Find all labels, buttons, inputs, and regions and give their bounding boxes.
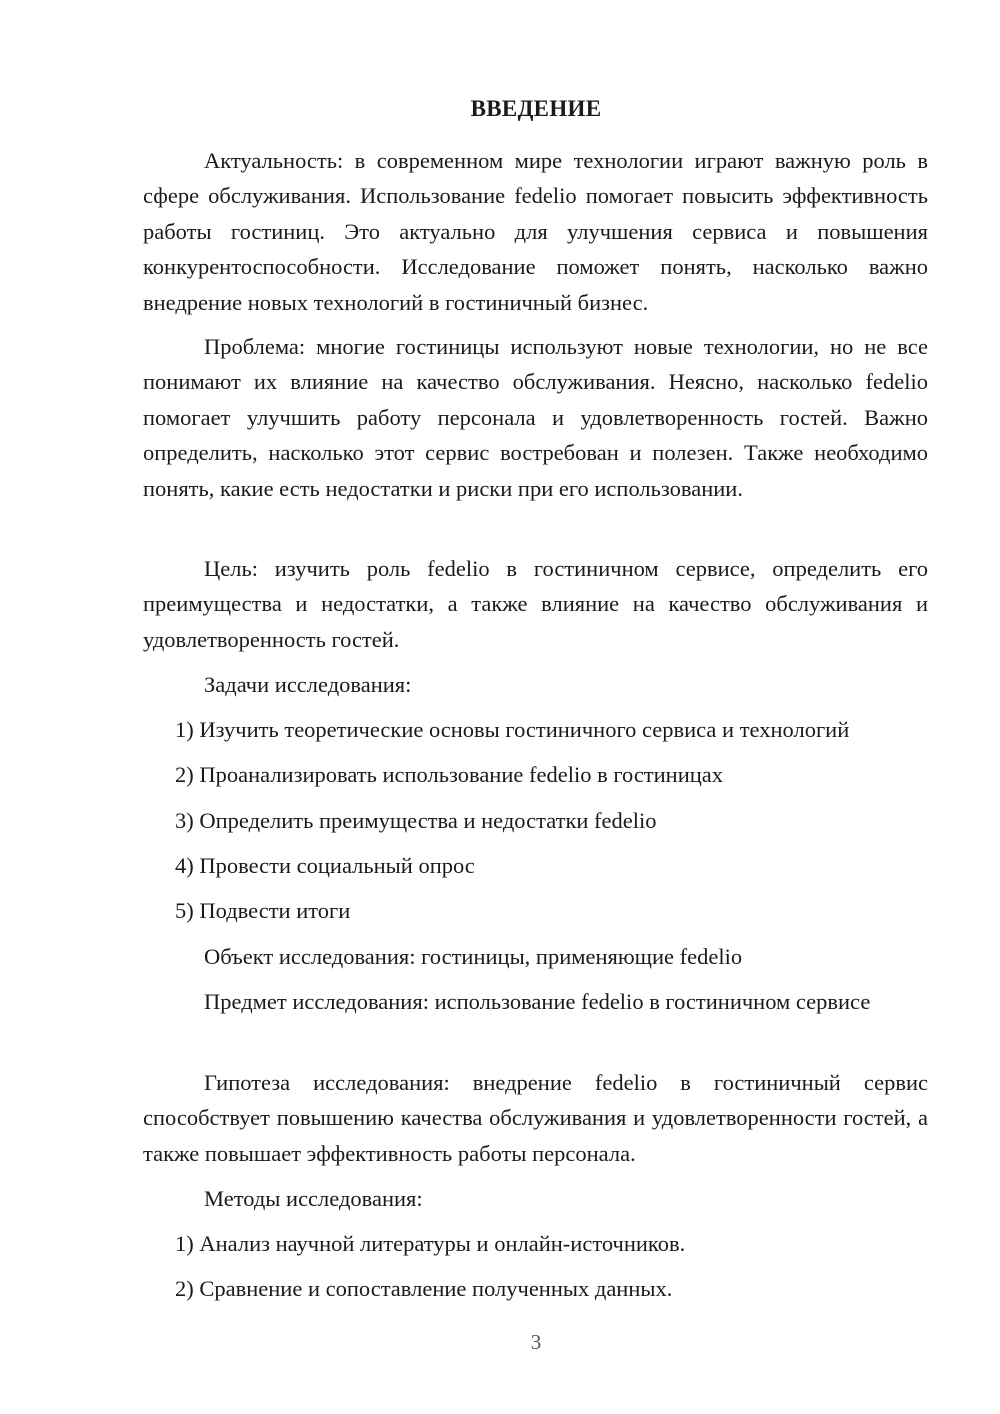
- task-item-2: 2) Проанализировать использование fedelio в гостиницах: [175, 762, 724, 787]
- research-subject: Предмет исследования: использование fedelio в гостиничном сервисе: [204, 989, 871, 1014]
- page-title: ВВЕДЕНИЕ: [470, 96, 602, 121]
- method-item-1: 1) Анализ научной литературы и онлайн-источников.: [175, 1231, 686, 1256]
- goal-paragraph: Цель: изучить роль fedelio в гостиничном сервисе, определить его преимущества и недостатки, а также влияние на качество обслуживания и удовлетворенность гостей.: [143, 556, 928, 652]
- hypothesis-paragraph: Гипотеза исследования: внедрение fedelio в гостиничный сервис способствует повышению качества обслуживания и удовлетворенности гостей, а также повышает эффективность работы персонала.: [143, 1070, 928, 1166]
- task-item-1: 1) Изучить теоретические основы гостиничного сервиса и технологий: [175, 717, 850, 742]
- method-item-2: 2) Сравнение и сопоставление полученных данных.: [175, 1276, 673, 1301]
- task-item-5: 5) Подвести итоги: [175, 898, 351, 923]
- problem-paragraph: Проблема: многие гостиницы используют новые технологии, но не все понимают их влияние на качество обслуживания. Неясно, насколько fedelio помогает улучшить работу персонала и удовлетворенность гостей. Важно определить, насколько этот сервис востребован и полезен. Также необходимо понять, какие есть недостатки и риски при его использовании.: [143, 334, 928, 501]
- research-object: Объект исследования: гостиницы, применяющие fedelio: [204, 944, 743, 969]
- methods-heading: Методы исследования:: [204, 1186, 423, 1211]
- task-item-3: 3) Определить преимущества и недостатки fedelio: [175, 808, 657, 833]
- page-number: 3: [530, 1330, 542, 1354]
- relevance-paragraph: Актуальность: в современном мире технологии играют важную роль в сфере обслуживания. Использование fedelio помогает повысить эффективность работы гостиниц. Это актуально для улучшения сервиса и повышения конкурентоспособности. Исследование поможет понять, насколько важно внедрение новых технологий в гостиничный бизнес.: [143, 148, 928, 315]
- task-item-4: 4) Провести социальный опрос: [175, 853, 475, 878]
- tasks-heading: Задачи исследования:: [204, 672, 412, 697]
